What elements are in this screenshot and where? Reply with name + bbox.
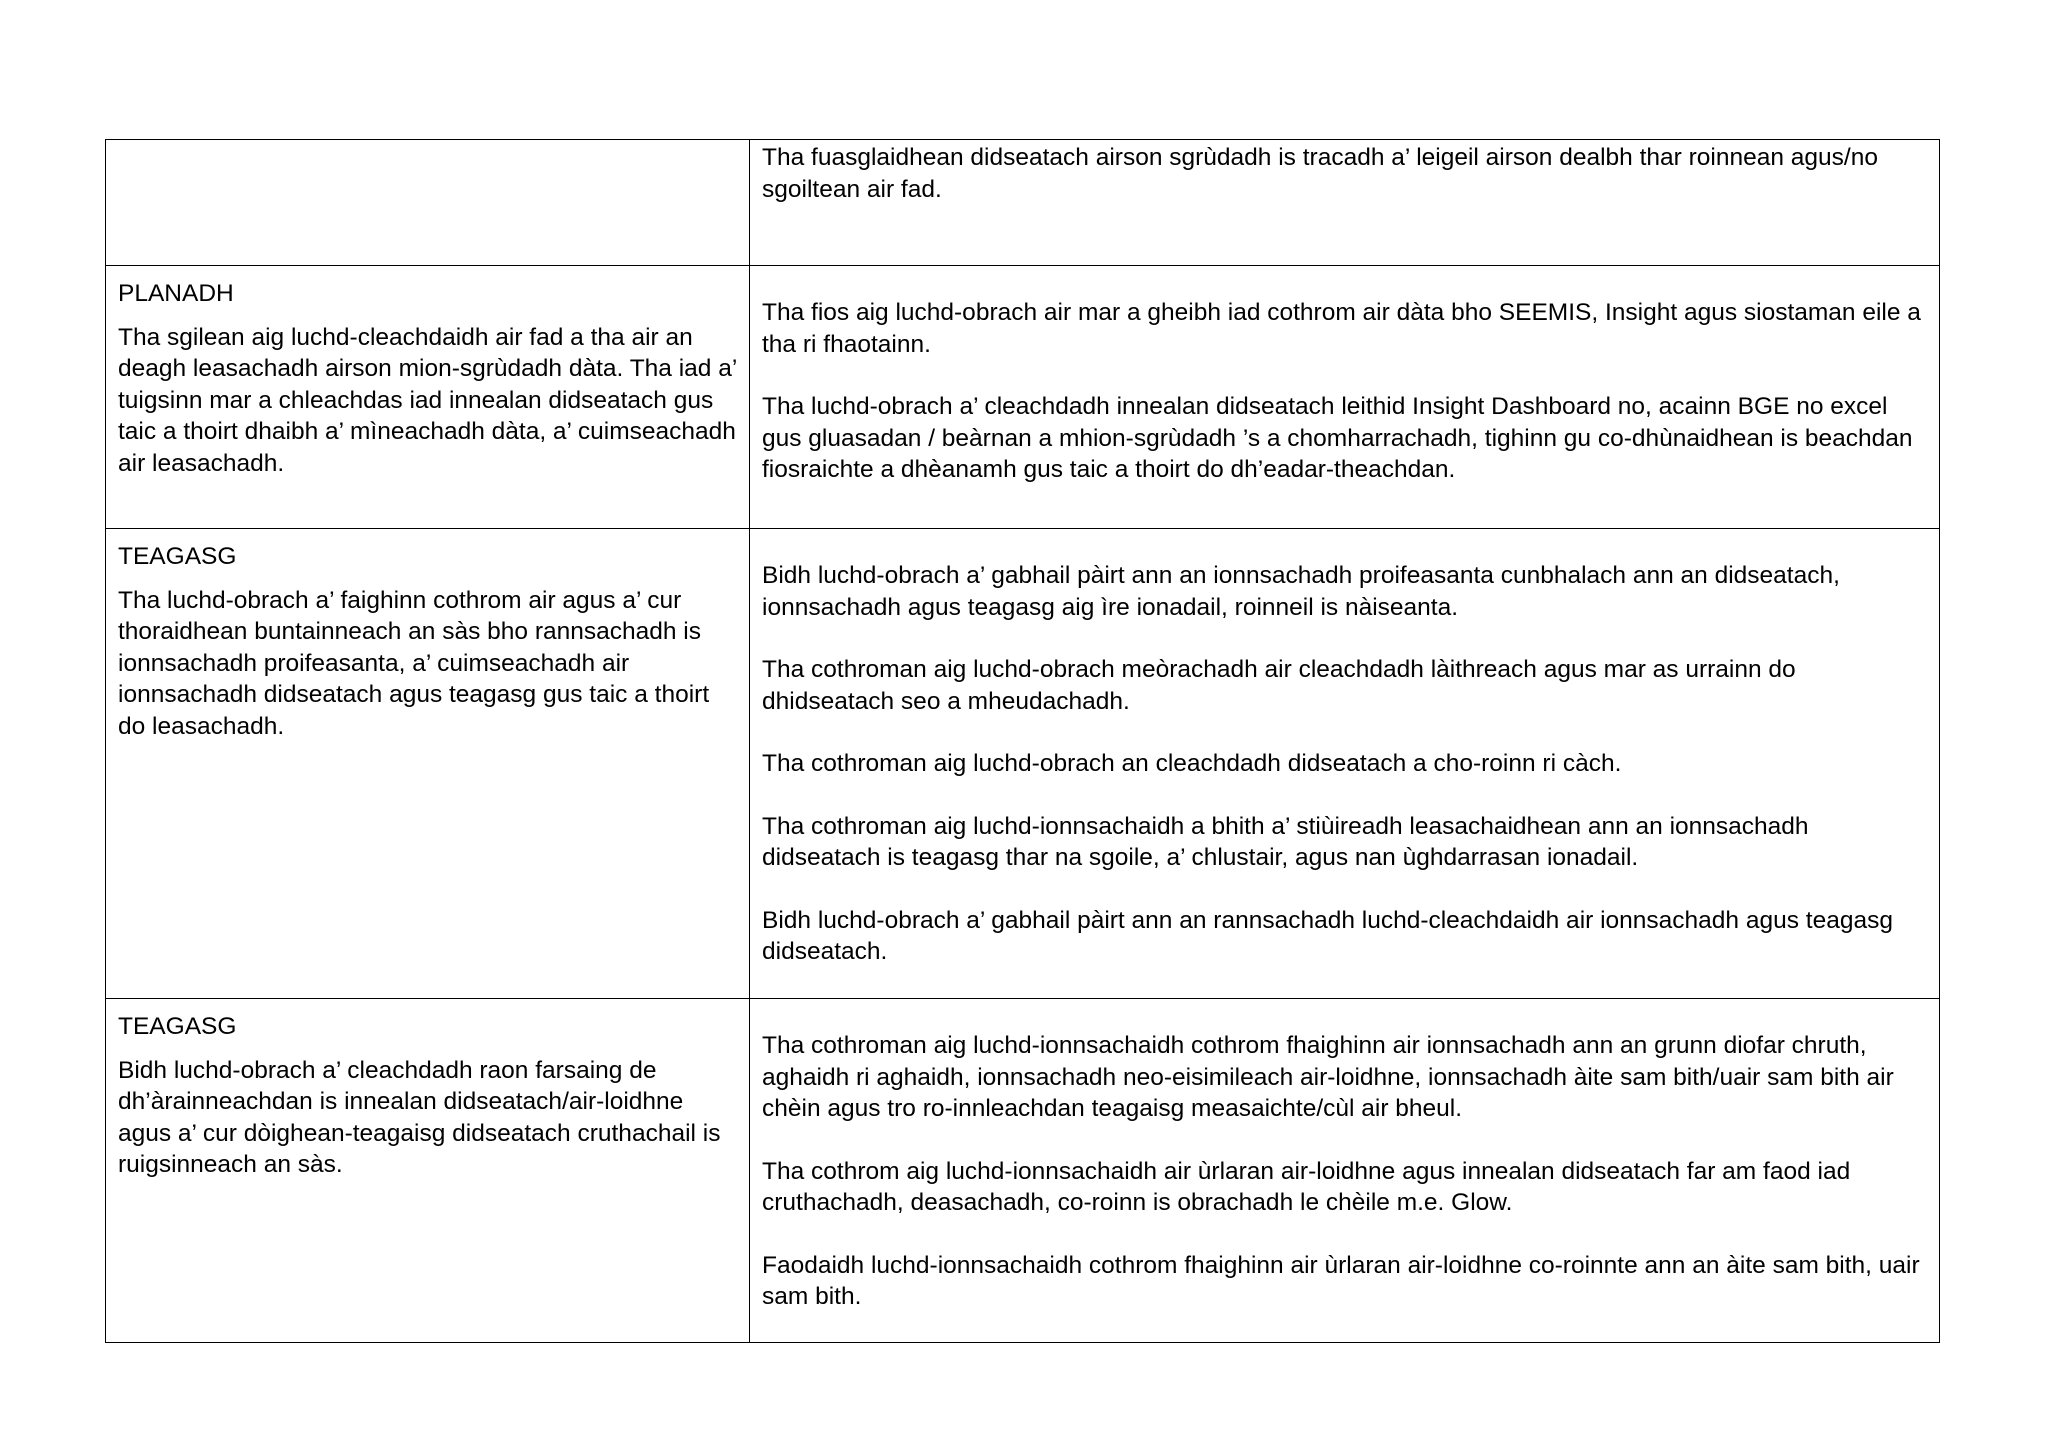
section-description: Bidh luchd-obrach a’ cleachdadh raon farsaing de dh’àrainneachdan is innealan didseatach/air-loidhne agus a’ cur dòighean-teagaisg didseatach cruthachail is ruigsinneach an sàs. <box>118 1056 721 1178</box>
paragraph: Bidh luchd-obrach a’ gabhail pàirt ann an ionnsachadh proifeasanta cunbhalach ann an didseatach, ionnsachadh agus teagasg aig ìre ionadail, roinneil is nàiseanta. <box>762 562 1840 621</box>
left-cell <box>106 999 750 1343</box>
section-heading: TEAGASG <box>118 1013 237 1040</box>
document-table <box>105 139 1940 1343</box>
table-row <box>106 999 1940 1343</box>
right-cell <box>750 266 1940 529</box>
paragraph: Tha cothroman aig luchd-ionnsachaidh cothrom fhaighinn air ionnsachadh ann an grunn diofar chruth, aghaidh ri aghaidh, ionnsachadh neo-eisimileach air-loidhne, ionnsachadh àite sam bith/uair sam bith air chèin agus tro ro-innleachdan teagaisg measaichte/cùl air bheul. <box>762 1032 1894 1122</box>
left-cell <box>106 529 750 999</box>
section-heading: TEAGASG <box>118 543 237 570</box>
table-row <box>106 266 1940 529</box>
paragraph: Tha cothroman aig luchd-obrach meòrachadh air cleachdadh làithreach agus mar as urrainn do dhidseatach seo a mheudachadh. <box>762 656 1796 715</box>
paragraph: Tha fuasglaidhean didseatach airson sgrùdadh is tracadh a’ leigeil airson dealbh thar roinnean agus/no sgoiltean air fad. <box>762 144 1878 203</box>
paragraph: Tha fios aig luchd-obrach air mar a gheibh iad cothrom air dàta bho SEEMIS, Insight agus siostaman eile a tha ri fhaotainn. <box>762 299 1921 358</box>
paragraph: Faodaidh luchd-ionnsachaidh cothrom fhaighinn air ùrlaran air-loidhne co-roinnte ann an àite sam bith, uair sam bith. <box>762 1251 1920 1310</box>
paragraph: Tha luchd-obrach a’ cleachdadh innealan didseatach leithid Insight Dashboard no, acainn BGE no excel gus gluasadan / beàrnan a mhion-sgrùdadh ’s a chomharrachadh, tighinn gu co-dhùnaidhean is beachdan fiosraichte a dhèanamh gus taic a thoirt do dh’eadar-theachdan. <box>762 393 1913 483</box>
table-row <box>106 529 1940 999</box>
right-cell <box>750 140 1940 266</box>
section-description: Tha sgilean aig luchd-cleachdaidh air fad a tha air an deagh leasachadh airson mion-sgrùdadh dàta. Tha iad a’ tuigsinn mar a chleachdas iad innealan didseatach gus taic a thoirt dhaibh a’ mìneachadh dàta, a’ cuimseachadh air leasachadh. <box>118 323 737 477</box>
left-cell <box>106 266 750 529</box>
left-cell-empty <box>106 140 750 266</box>
right-cell <box>750 999 1940 1343</box>
paragraph: Bidh luchd-obrach a’ gabhail pàirt ann an rannsachadh luchd-cleachdaidh air ionnsachadh agus teagasg didseatach. <box>762 906 1893 965</box>
paragraph: Tha cothroman aig luchd-obrach an cleachdadh didseatach a cho-roinn ri càch. <box>762 750 1622 777</box>
section-heading: PLANADH <box>118 280 234 307</box>
paragraph: Tha cothroman aig luchd-ionnsachaidh a bhith a’ stiùireadh leasachaidhean ann an ionnsachadh didseatach is teagasg thar na sgoile, a’ chlustair, agus nan ùghdarrasan ionadail. <box>762 812 1809 871</box>
table-row <box>106 140 1940 266</box>
paragraph: Tha cothrom aig luchd-ionnsachaidh air ùrlaran air-loidhne agus innealan didseatach far am faod iad cruthachadh, deasachadh, co-roinn is obrachadh le chèile m.e. Glow. <box>762 1157 1851 1216</box>
right-cell <box>750 529 1940 999</box>
section-description: Tha luchd-obrach a’ faighinn cothrom air agus a’ cur thoraidhean buntainneach an sàs bho rannsachadh is ionnsachadh proifeasanta, a’ cuimseachadh air ionnsachadh didseatach agus teagasg gus taic a thoirt do leasachadh. <box>118 586 710 740</box>
